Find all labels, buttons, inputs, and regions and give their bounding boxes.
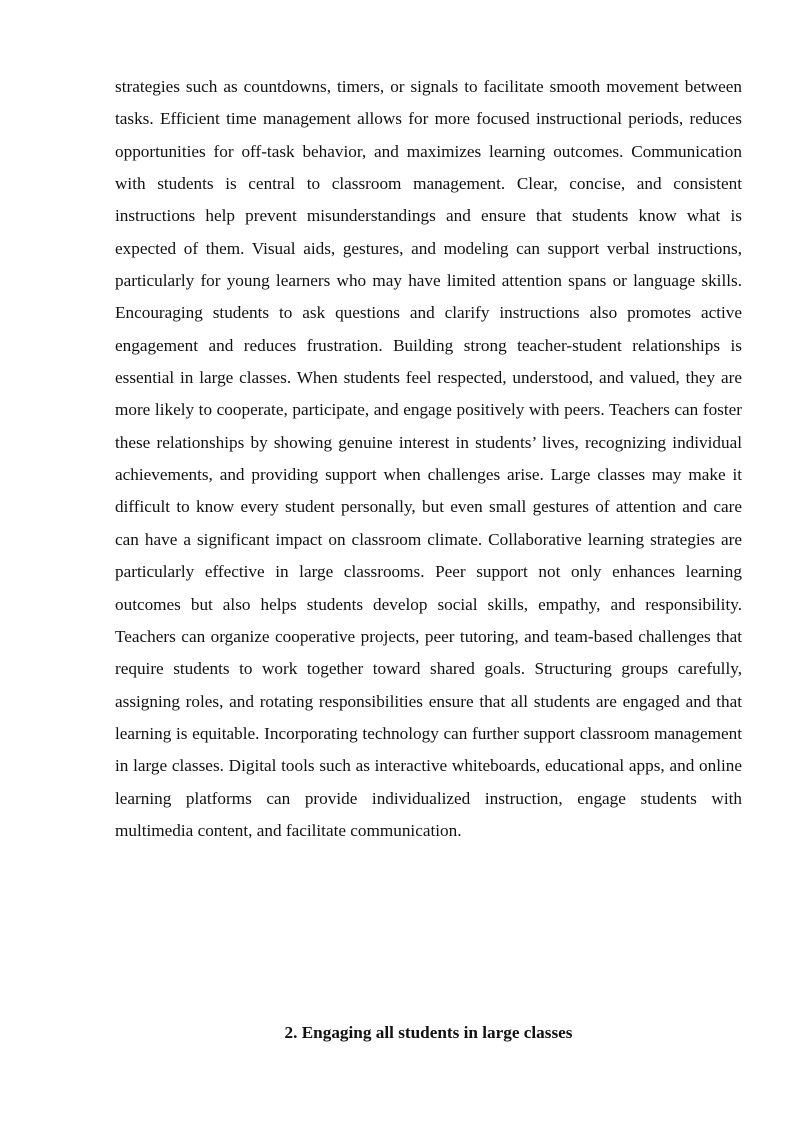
- section-heading: [0, 1019, 800, 1047]
- section-number: 2.: [284, 1023, 298, 1042]
- body-paragraph: strategies such as countdowns, timers, or signals to facilitate smooth movement between tasks. Efficient time management allows for more focused instructional periods, reduces opportunities for off-task behavior, and maximizes learning outcomes. Communication with students is central to classroom management. Clear, concise, and consistent instructions help prevent misunderstandings and ensure that students know what is expected of them. Visual aids, gestures, and modeling can support verbal instructions, particularly for young learners who may have limited attention spans or language skills. Encouraging students to ask questions and clarify instructions also promotes active engagement and reduces frustration. Building strong teacher-student relationships is essential in large classes. When students feel respected, understood, and valued, they are more likely to cooperate, participate, and engage positively with peers. Teachers can foster these relationships by showing genuine interest in students’ lives, recognizing individual achievements, and providing support when challenges arise. Large classes may make it difficult to know every student personally, but even small gestures of attention and care can have a significant impact on classroom climate. Collaborative learning strategies are particularly effective in large classrooms. Peer support not only enhances learning outcomes but also helps students develop social skills, empathy, and responsibility. Teachers can organize cooperative projects, peer tutoring, and team-based challenges that require students to work together toward shared goals. Structuring groups carefully, assigning roles, and rotating responsibilities ensure that all students are engaged and that learning is equitable. Incorporating technology can further support classroom management in large classes. Digital tools such as interactive whiteboards, educational apps, and online learning platforms can provide individualized instruction, engage students with multimedia content, and facilitate communication.: [115, 77, 742, 840]
- section-title: Engaging all students in large classes: [301, 1023, 573, 1042]
